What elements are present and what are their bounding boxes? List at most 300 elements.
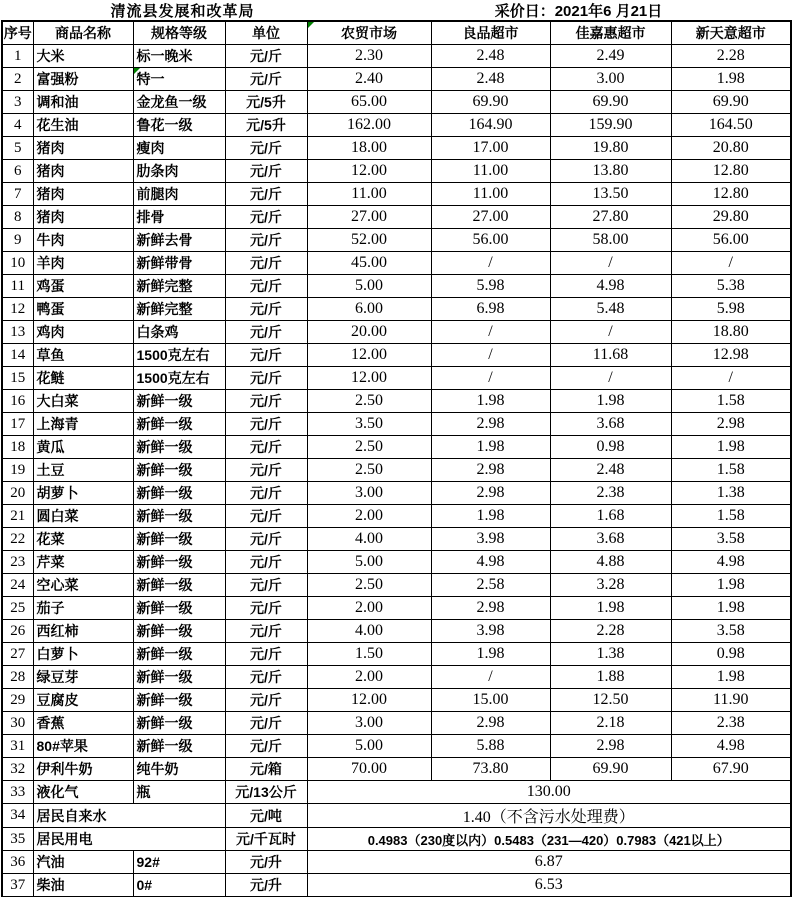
- price-jiajiahui-market: 13.50: [550, 183, 671, 206]
- price-farmers-market: 45.00: [307, 252, 431, 275]
- price-xintianyi-market: 1.58: [671, 505, 791, 528]
- spec-grade: 1500克左右: [133, 344, 225, 367]
- spec-grade: 0#: [133, 874, 225, 897]
- table-row: [2, 528, 791, 551]
- price-jiajiahui-market: 58.00: [550, 229, 671, 252]
- table-row: [2, 666, 791, 689]
- spec-grade: 特一: [133, 68, 225, 91]
- spec-grade: 新鲜一级: [133, 528, 225, 551]
- spec-grade: 92#: [133, 851, 225, 874]
- price-xintianyi-market: 1.98: [671, 436, 791, 459]
- table-row: [2, 551, 791, 574]
- spec-grade: 1500克左右: [133, 367, 225, 390]
- price-liangpin-market: 2.98: [431, 482, 550, 505]
- product-name: 居民用电: [33, 828, 225, 851]
- spec-grade: 新鲜一级: [133, 643, 225, 666]
- unit: 元/斤: [225, 689, 307, 712]
- unit: 元/斤: [225, 367, 307, 390]
- product-name: 大米: [33, 45, 133, 68]
- price-xintianyi-market: 4.98: [671, 735, 791, 758]
- table-row: [2, 735, 791, 758]
- price-jiajiahui-market: /: [550, 252, 671, 275]
- price-farmers-market: 12.00: [307, 344, 431, 367]
- row-number: 10: [2, 252, 33, 275]
- excel-error-corner-icon: [134, 68, 140, 74]
- product-name: 猪肉: [33, 160, 133, 183]
- spec-grade: 新鲜一级: [133, 436, 225, 459]
- unit: 元/吨: [225, 804, 307, 828]
- price-jiajiahui-market: 1.98: [550, 390, 671, 413]
- table-row: [2, 689, 791, 712]
- row-number: 3: [2, 91, 33, 114]
- col-header-name: 商品名称: [33, 21, 133, 45]
- price-liangpin-market: 11.00: [431, 160, 550, 183]
- price-xintianyi-market: 1.58: [671, 390, 791, 413]
- row-number: 4: [2, 114, 33, 137]
- price-xintianyi-market: /: [671, 252, 791, 275]
- unit: 元/斤: [225, 620, 307, 643]
- price-xintianyi-market: 20.80: [671, 137, 791, 160]
- price-jiajiahui-market: 2.18: [550, 712, 671, 735]
- spec-grade: 新鲜去骨: [133, 229, 225, 252]
- price-jiajiahui-market: 13.80: [550, 160, 671, 183]
- product-name: 胡萝卜: [33, 482, 133, 505]
- spec-grade: 新鲜一级: [133, 459, 225, 482]
- price-jiajiahui-market: 2.49: [550, 45, 671, 68]
- spec-grade: 排骨: [133, 206, 225, 229]
- unit: 元/斤: [225, 551, 307, 574]
- price-jiajiahui-market: 69.90: [550, 758, 671, 781]
- row-number: 17: [2, 413, 33, 436]
- table-row: [2, 620, 791, 643]
- price-farmers-market: 70.00: [307, 758, 431, 781]
- row-number: 28: [2, 666, 33, 689]
- price-farmers-market: 4.00: [307, 620, 431, 643]
- unit: 元/斤: [225, 482, 307, 505]
- table-row: [2, 482, 791, 505]
- price-xintianyi-market: 2.38: [671, 712, 791, 735]
- price-farmers-market: 2.30: [307, 45, 431, 68]
- table-row: [2, 804, 791, 828]
- product-name: 香蕉: [33, 712, 133, 735]
- unit: 元/斤: [225, 643, 307, 666]
- row-number: 35: [2, 828, 33, 851]
- table-row: [2, 206, 791, 229]
- price-farmers-market: 5.00: [307, 275, 431, 298]
- price-liangpin-market: 3.98: [431, 528, 550, 551]
- price-farmers-market: 1.50: [307, 643, 431, 666]
- price-liangpin-market: /: [431, 666, 550, 689]
- unit: 元/斤: [225, 68, 307, 91]
- price-liangpin-market: 15.00: [431, 689, 550, 712]
- price-liangpin-market: 73.80: [431, 758, 550, 781]
- row-number: 36: [2, 851, 33, 874]
- unit: 元/斤: [225, 413, 307, 436]
- spec-grade: 新鲜一级: [133, 390, 225, 413]
- price-liangpin-market: 1.98: [431, 505, 550, 528]
- table-row: [2, 436, 791, 459]
- price-liangpin-market: 6.98: [431, 298, 550, 321]
- price-farmers-market: 12.00: [307, 689, 431, 712]
- page-title: 清流县发展和改革局: [110, 2, 255, 20]
- unit: 元/斤: [225, 436, 307, 459]
- price-table-body: [2, 45, 791, 897]
- row-number: 23: [2, 551, 33, 574]
- row-number: 1: [2, 45, 33, 68]
- price-table: [1, 20, 792, 897]
- spec-grade: 新鲜一级: [133, 505, 225, 528]
- unit: 元/5升: [225, 114, 307, 137]
- spec-grade: 新鲜一级: [133, 597, 225, 620]
- price-xintianyi-market: 5.98: [671, 298, 791, 321]
- product-name: 西红柿: [33, 620, 133, 643]
- price-jiajiahui-market: 5.48: [550, 298, 671, 321]
- spec-grade: 金龙鱼一级: [133, 91, 225, 114]
- price-farmers-market: 2.50: [307, 390, 431, 413]
- spec-grade: 瓶: [133, 781, 225, 804]
- unit: 元/斤: [225, 712, 307, 735]
- price-farmers-market: 6.00: [307, 298, 431, 321]
- price-jiajiahui-market: 11.68: [550, 344, 671, 367]
- product-name: 豆腐皮: [33, 689, 133, 712]
- price-xintianyi-market: 1.98: [671, 597, 791, 620]
- price-xintianyi-market: 1.58: [671, 459, 791, 482]
- price-xintianyi-market: 1.98: [671, 68, 791, 91]
- price-xintianyi-market: 11.90: [671, 689, 791, 712]
- spec-grade: 新鲜一级: [133, 482, 225, 505]
- spec-grade: 新鲜一级: [133, 574, 225, 597]
- price-jiajiahui-market: 27.80: [550, 206, 671, 229]
- price-liangpin-market: 2.48: [431, 45, 550, 68]
- product-name: 液化气: [33, 781, 133, 804]
- price-liangpin-market: 1.98: [431, 390, 550, 413]
- product-name: 猪肉: [33, 137, 133, 160]
- price-liangpin-market: /: [431, 252, 550, 275]
- row-number: 26: [2, 620, 33, 643]
- spec-grade: 新鲜一级: [133, 712, 225, 735]
- table-row: [2, 68, 791, 91]
- product-name: 鸡蛋: [33, 275, 133, 298]
- price-merged: 0.4983（230度以内）0.5483（231—420）0.7983（421以上）: [307, 828, 791, 851]
- price-jiajiahui-market: 2.98: [550, 735, 671, 758]
- row-number: 31: [2, 735, 33, 758]
- sheet-caption: [0, 0, 792, 20]
- table-row: [2, 344, 791, 367]
- price-jiajiahui-market: 4.88: [550, 551, 671, 574]
- price-jiajiahui-market: 1.98: [550, 597, 671, 620]
- row-number: 7: [2, 183, 33, 206]
- product-name: 上海青: [33, 413, 133, 436]
- col-header-liangpin-market: 良品超市: [431, 21, 550, 45]
- table-row: [2, 91, 791, 114]
- price-jiajiahui-market: 3.28: [550, 574, 671, 597]
- price-farmers-market: 2.40: [307, 68, 431, 91]
- product-name: 花生油: [33, 114, 133, 137]
- price-farmers-market: 3.00: [307, 712, 431, 735]
- row-number: 2: [2, 68, 33, 91]
- price-jiajiahui-market: /: [550, 321, 671, 344]
- spec-grade: 瘦肉: [133, 137, 225, 160]
- price-xintianyi-market: 5.38: [671, 275, 791, 298]
- unit: 元/斤: [225, 459, 307, 482]
- unit: 元/千瓦时: [225, 828, 307, 851]
- spec-grade: 纯牛奶: [133, 758, 225, 781]
- table-row: [2, 828, 791, 851]
- spec-grade: 鲁花一级: [133, 114, 225, 137]
- price-liangpin-market: 2.48: [431, 68, 550, 91]
- price-liangpin-market: 3.98: [431, 620, 550, 643]
- spec-grade: 新鲜完整: [133, 298, 225, 321]
- row-number: 25: [2, 597, 33, 620]
- product-name: 大白菜: [33, 390, 133, 413]
- spec-grade: 标一晚米: [133, 45, 225, 68]
- product-name: 花菜: [33, 528, 133, 551]
- col-header-spec: 规格等级: [133, 21, 225, 45]
- price-farmers-market: 52.00: [307, 229, 431, 252]
- price-xintianyi-market: 4.98: [671, 551, 791, 574]
- price-liangpin-market: 2.98: [431, 597, 550, 620]
- price-farmers-market: 2.50: [307, 459, 431, 482]
- price-jiajiahui-market: 4.98: [550, 275, 671, 298]
- col-header-xintianyi-market: 新天意超市: [671, 21, 791, 45]
- spec-grade: 肋条肉: [133, 160, 225, 183]
- price-xintianyi-market: 3.58: [671, 620, 791, 643]
- price-farmers-market: 27.00: [307, 206, 431, 229]
- unit: 元/斤: [225, 597, 307, 620]
- price-xintianyi-market: 1.98: [671, 666, 791, 689]
- price-jiajiahui-market: 3.68: [550, 413, 671, 436]
- spec-grade: 新鲜一级: [133, 413, 225, 436]
- unit: 元/斤: [225, 344, 307, 367]
- spec-grade: 新鲜带骨: [133, 252, 225, 275]
- unit: 元/斤: [225, 137, 307, 160]
- unit: 元/箱: [225, 758, 307, 781]
- spec-grade: 新鲜一级: [133, 735, 225, 758]
- row-number: 15: [2, 367, 33, 390]
- price-merged: 130.00: [307, 781, 791, 804]
- unit: 元/斤: [225, 45, 307, 68]
- table-row: [2, 781, 791, 804]
- price-merged: 6.87: [307, 851, 791, 874]
- price-farmers-market: 11.00: [307, 183, 431, 206]
- unit: 元/斤: [225, 666, 307, 689]
- product-name: 猪肉: [33, 183, 133, 206]
- price-liangpin-market: 2.98: [431, 413, 550, 436]
- table-row: [2, 390, 791, 413]
- price-liangpin-market: 164.90: [431, 114, 550, 137]
- price-xintianyi-market: 12.80: [671, 183, 791, 206]
- price-xintianyi-market: 18.80: [671, 321, 791, 344]
- price-merged: 6.53: [307, 874, 791, 897]
- row-number: 24: [2, 574, 33, 597]
- product-name: 伊利牛奶: [33, 758, 133, 781]
- price-xintianyi-market: /: [671, 367, 791, 390]
- row-number: 19: [2, 459, 33, 482]
- table-row: [2, 367, 791, 390]
- price-farmers-market: 5.00: [307, 551, 431, 574]
- spec-grade: 新鲜完整: [133, 275, 225, 298]
- price-liangpin-market: 11.00: [431, 183, 550, 206]
- price-xintianyi-market: 56.00: [671, 229, 791, 252]
- price-xintianyi-market: 2.28: [671, 45, 791, 68]
- price-liangpin-market: 2.98: [431, 459, 550, 482]
- product-name: 汽油: [33, 851, 133, 874]
- price-jiajiahui-market: 69.90: [550, 91, 671, 114]
- price-farmers-market: 4.00: [307, 528, 431, 551]
- price-jiajiahui-market: 1.38: [550, 643, 671, 666]
- price-farmers-market: 2.00: [307, 666, 431, 689]
- price-jiajiahui-market: 3.68: [550, 528, 671, 551]
- table-row: [2, 229, 791, 252]
- table-row: [2, 851, 791, 874]
- table-row: [2, 574, 791, 597]
- table-row: [2, 643, 791, 666]
- row-number: 6: [2, 160, 33, 183]
- table-row: [2, 45, 791, 68]
- unit: 元/13公斤: [225, 781, 307, 804]
- unit: 元/斤: [225, 528, 307, 551]
- excel-error-corner-icon: [308, 22, 314, 28]
- product-name: 鸡肉: [33, 321, 133, 344]
- table-row: [2, 298, 791, 321]
- row-number: 8: [2, 206, 33, 229]
- row-number: 33: [2, 781, 33, 804]
- price-farmers-market: 12.00: [307, 160, 431, 183]
- price-liangpin-market: 5.98: [431, 275, 550, 298]
- unit: 元/斤: [225, 229, 307, 252]
- price-xintianyi-market: 1.98: [671, 574, 791, 597]
- price-liangpin-market: /: [431, 344, 550, 367]
- row-number: 22: [2, 528, 33, 551]
- price-farmers-market: 2.00: [307, 597, 431, 620]
- product-name: 猪肉: [33, 206, 133, 229]
- price-liangpin-market: /: [431, 367, 550, 390]
- table-row: [2, 505, 791, 528]
- price-farmers-market: 2.50: [307, 574, 431, 597]
- product-name: 草鱼: [33, 344, 133, 367]
- price-xintianyi-market: 12.80: [671, 160, 791, 183]
- unit: 元/斤: [225, 505, 307, 528]
- row-number: 29: [2, 689, 33, 712]
- price-jiajiahui-market: 2.48: [550, 459, 671, 482]
- row-number: 13: [2, 321, 33, 344]
- product-name: 白萝卜: [33, 643, 133, 666]
- price-jiajiahui-market: 1.68: [550, 505, 671, 528]
- product-name: 柴油: [33, 874, 133, 897]
- price-jiajiahui-market: 3.00: [550, 68, 671, 91]
- price-jiajiahui-market: 0.98: [550, 436, 671, 459]
- table-row: [2, 413, 791, 436]
- table-header-row: [2, 21, 791, 45]
- price-liangpin-market: /: [431, 321, 550, 344]
- spec-grade: 白条鸡: [133, 321, 225, 344]
- price-farmers-market: 65.00: [307, 91, 431, 114]
- price-xintianyi-market: 0.98: [671, 643, 791, 666]
- table-row: [2, 183, 791, 206]
- row-number: 18: [2, 436, 33, 459]
- price-farmers-market: 2.50: [307, 436, 431, 459]
- price-jiajiahui-market: 159.90: [550, 114, 671, 137]
- price-farmers-market: 2.00: [307, 505, 431, 528]
- price-xintianyi-market: 2.98: [671, 413, 791, 436]
- row-number: 30: [2, 712, 33, 735]
- product-name: 羊肉: [33, 252, 133, 275]
- price-xintianyi-market: 69.90: [671, 91, 791, 114]
- row-number: 5: [2, 137, 33, 160]
- row-number: 14: [2, 344, 33, 367]
- spec-grade: 新鲜一级: [133, 666, 225, 689]
- price-farmers-market: 18.00: [307, 137, 431, 160]
- price-liangpin-market: 5.88: [431, 735, 550, 758]
- row-number: 21: [2, 505, 33, 528]
- table-row: [2, 459, 791, 482]
- unit: 元/升: [225, 874, 307, 897]
- price-farmers-market: 20.00: [307, 321, 431, 344]
- price-farmers-market: 3.00: [307, 482, 431, 505]
- price-xintianyi-market: 12.98: [671, 344, 791, 367]
- product-name: 牛肉: [33, 229, 133, 252]
- product-name: 芹菜: [33, 551, 133, 574]
- product-name: 80#苹果: [33, 735, 133, 758]
- unit: 元/斤: [225, 390, 307, 413]
- price-jiajiahui-market: 19.80: [550, 137, 671, 160]
- unit: 元/斤: [225, 206, 307, 229]
- unit: 元/斤: [225, 183, 307, 206]
- col-header-farmers-market: 农贸市场: [307, 21, 431, 45]
- col-header-no: 序号: [2, 21, 33, 45]
- row-number: 12: [2, 298, 33, 321]
- price-xintianyi-market: 67.90: [671, 758, 791, 781]
- price-liangpin-market: 2.98: [431, 712, 550, 735]
- price-jiajiahui-market: 2.28: [550, 620, 671, 643]
- table-row: [2, 160, 791, 183]
- price-xintianyi-market: 3.58: [671, 528, 791, 551]
- table-row: [2, 758, 791, 781]
- price-xintianyi-market: 1.38: [671, 482, 791, 505]
- product-name: 富强粉: [33, 68, 133, 91]
- row-number: 27: [2, 643, 33, 666]
- row-number: 9: [2, 229, 33, 252]
- col-header-unit: 单位: [225, 21, 307, 45]
- product-name: 居民自来水: [33, 804, 225, 828]
- product-name: 茄子: [33, 597, 133, 620]
- price-jiajiahui-market: 2.38: [550, 482, 671, 505]
- price-farmers-market: 162.00: [307, 114, 431, 137]
- price-liangpin-market: 56.00: [431, 229, 550, 252]
- price-xintianyi-market: 29.80: [671, 206, 791, 229]
- table-row: [2, 712, 791, 735]
- product-name: 绿豆芽: [33, 666, 133, 689]
- price-liangpin-market: 1.98: [431, 643, 550, 666]
- table-row: [2, 114, 791, 137]
- unit: 元/斤: [225, 298, 307, 321]
- price-jiajiahui-market: 12.50: [550, 689, 671, 712]
- product-name: 鸭蛋: [33, 298, 133, 321]
- table-row: [2, 252, 791, 275]
- price-farmers-market: 12.00: [307, 367, 431, 390]
- row-number: 34: [2, 804, 33, 828]
- table-row: [2, 874, 791, 897]
- spec-grade: 新鲜一级: [133, 620, 225, 643]
- table-row: [2, 321, 791, 344]
- price-farmers-market: 5.00: [307, 735, 431, 758]
- product-name: 圆白菜: [33, 505, 133, 528]
- row-number: 37: [2, 874, 33, 897]
- unit: 元/斤: [225, 252, 307, 275]
- unit: 元/斤: [225, 275, 307, 298]
- col-header-jiajiahui-market: 佳嘉惠超市: [550, 21, 671, 45]
- price-merged: 1.40（不含污水处理费）: [307, 804, 791, 828]
